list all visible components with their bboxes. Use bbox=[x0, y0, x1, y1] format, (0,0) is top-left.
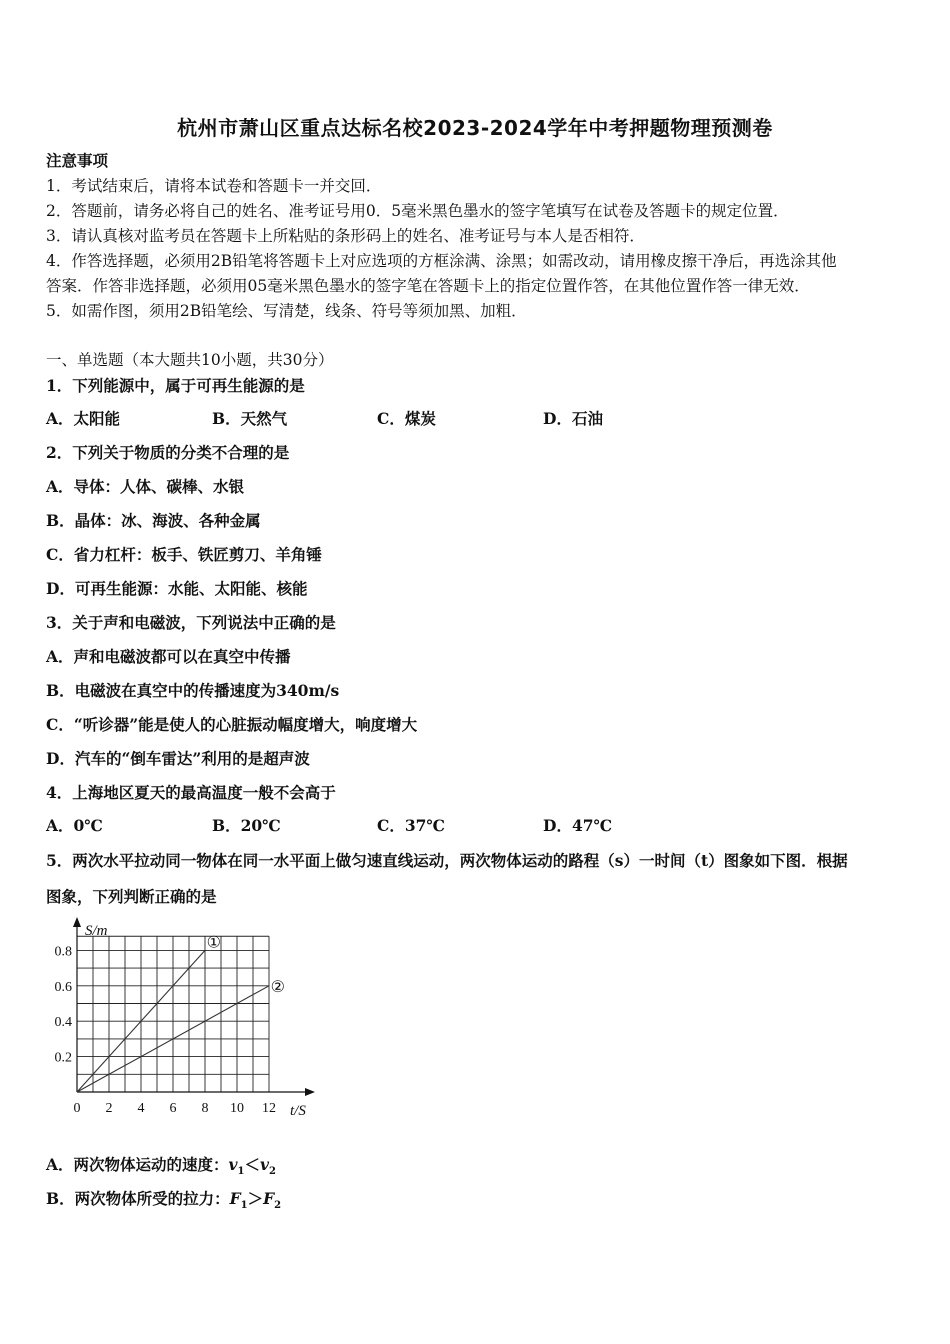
y-axis-arrow bbox=[73, 917, 81, 927]
q5-option-a bbox=[46, 1155, 276, 1182]
notice-item: 5．如需作图，须用2B铅笔绘、写清楚，线条、符号等须加黑、加粗． bbox=[46, 302, 527, 320]
question-1-stem: 1．下列能源中，属于可再生能源的是 bbox=[46, 376, 305, 395]
notice-heading: 注意事项 bbox=[46, 151, 109, 170]
series-label-2: ② bbox=[270, 978, 285, 996]
q5-option-b bbox=[46, 1189, 281, 1216]
var-v: v bbox=[228, 1155, 238, 1174]
x-tick-label: 4 bbox=[137, 1101, 145, 1116]
q4-option-b: B．20℃ bbox=[212, 816, 281, 835]
x-tick-label: 6 bbox=[169, 1101, 177, 1116]
q4-option-c: C．37℃ bbox=[377, 816, 445, 835]
y-axis-label: S/m bbox=[85, 923, 108, 939]
chart-grid bbox=[77, 936, 269, 1092]
q4-option-d: D．47℃ bbox=[543, 816, 613, 835]
section-heading: 一、单选题（本大题共10小题，共30分） bbox=[46, 351, 334, 369]
x-axis-arrow bbox=[305, 1088, 315, 1096]
relation: ＞ bbox=[247, 1189, 264, 1208]
x-tick-label: 12 bbox=[262, 1101, 276, 1116]
x-tick-label: 0 bbox=[73, 1101, 81, 1116]
question-5-stem-line2: 图象，下列判断正确的是 bbox=[46, 887, 217, 906]
q2-option-b: B．晶体：冰、海波、各种金属 bbox=[46, 511, 261, 530]
q5-option-b-prefix: B．两次物体所受的拉力： bbox=[46, 1189, 230, 1208]
q2-option-c: C．省力杠杆：板手、铁匠剪刀、羊角锤 bbox=[46, 545, 322, 564]
relation: ＜ bbox=[244, 1155, 261, 1174]
y-tick-label: 0.8 bbox=[54, 944, 72, 960]
st-graph bbox=[40, 915, 330, 1130]
q2-option-a: A．导体：人体、碳棒、水银 bbox=[46, 477, 245, 496]
y-tick-label: 0.4 bbox=[54, 1015, 72, 1031]
notice-item: 1．考试结束后，请将本试卷和答题卡一并交回． bbox=[46, 177, 382, 195]
var-f: F bbox=[263, 1189, 275, 1208]
notice-item: 答案．作答非选择题，必须用05毫米黑色墨水的签字笔在答题卡上的指定位置作答，在其他位置作答一律无效． bbox=[46, 277, 810, 295]
question-2-stem: 2．下列关于物质的分类不合理的是 bbox=[46, 443, 290, 462]
x-axis-label: t/S bbox=[290, 1103, 306, 1119]
series-label-1: ① bbox=[206, 934, 221, 952]
y-tick-label: 0.6 bbox=[54, 979, 72, 995]
notice-item: 3．请认真核对监考员在答题卡上所粘贴的条形码上的姓名、准考证号与本人是否相符． bbox=[46, 227, 645, 245]
x-tick-label: 2 bbox=[105, 1101, 113, 1116]
q1-option-c: C．煤炭 bbox=[377, 409, 436, 428]
q3-option-d: D．汽车的“倒车雷达”利用的是超声波 bbox=[46, 749, 310, 768]
q4-option-a: A．0℃ bbox=[46, 816, 103, 835]
notice-item: 2．答题前，请务必将自己的姓名、准考证号用0．5毫米黑色墨水的签字笔填写在试卷及答题卡的规定位置． bbox=[46, 202, 789, 220]
x-tick-label: 10 bbox=[230, 1101, 244, 1116]
var-f: F bbox=[229, 1189, 241, 1208]
q2-option-d: D．可再生能源：水能、太阳能、核能 bbox=[46, 579, 308, 598]
q1-option-d: D．石油 bbox=[543, 409, 603, 428]
page-title: 杭州市萧山区重点达标名校2023-2024学年中考押题物理预测卷 bbox=[177, 116, 773, 140]
notice-item: 4．作答选择题，必须用2B铅笔将答题卡上对应选项的方框涂满、涂黑；如需改动，请用橡皮擦干净后，再选涂其他 bbox=[46, 252, 837, 270]
q3-option-c: C．“听诊器”能是使人的心脏振动幅度增大，响度增大 bbox=[46, 715, 418, 734]
subscript: 2 bbox=[274, 1200, 282, 1212]
q1-option-b: B．天然气 bbox=[212, 409, 288, 428]
subscript: 2 bbox=[269, 1166, 277, 1178]
subscript: 1 bbox=[237, 1166, 245, 1178]
subscript: 1 bbox=[240, 1200, 248, 1212]
x-tick-label: 8 bbox=[201, 1101, 209, 1116]
y-tick-label: 0.2 bbox=[54, 1050, 72, 1066]
q3-option-a: A．声和电磁波都可以在真空中传播 bbox=[46, 647, 291, 666]
q5-option-a-prefix: A．两次物体运动的速度： bbox=[46, 1155, 229, 1174]
var-v: v bbox=[260, 1155, 270, 1174]
q3-option-b: B．电磁波在真空中的传播速度为340m/s bbox=[46, 681, 340, 700]
question-5-stem-line1: 5．两次水平拉动同一物体在同一水平面上做匀速直线运动，两次物体运动的路程（s）一时间（t）图象如下图．根据 bbox=[46, 851, 848, 870]
q1-option-a: A．太阳能 bbox=[46, 409, 121, 428]
question-3-stem: 3．关于声和电磁波，下列说法中正确的是 bbox=[46, 613, 336, 632]
question-4-stem: 4．上海地区夏天的最高温度一般不会高于 bbox=[46, 783, 336, 802]
